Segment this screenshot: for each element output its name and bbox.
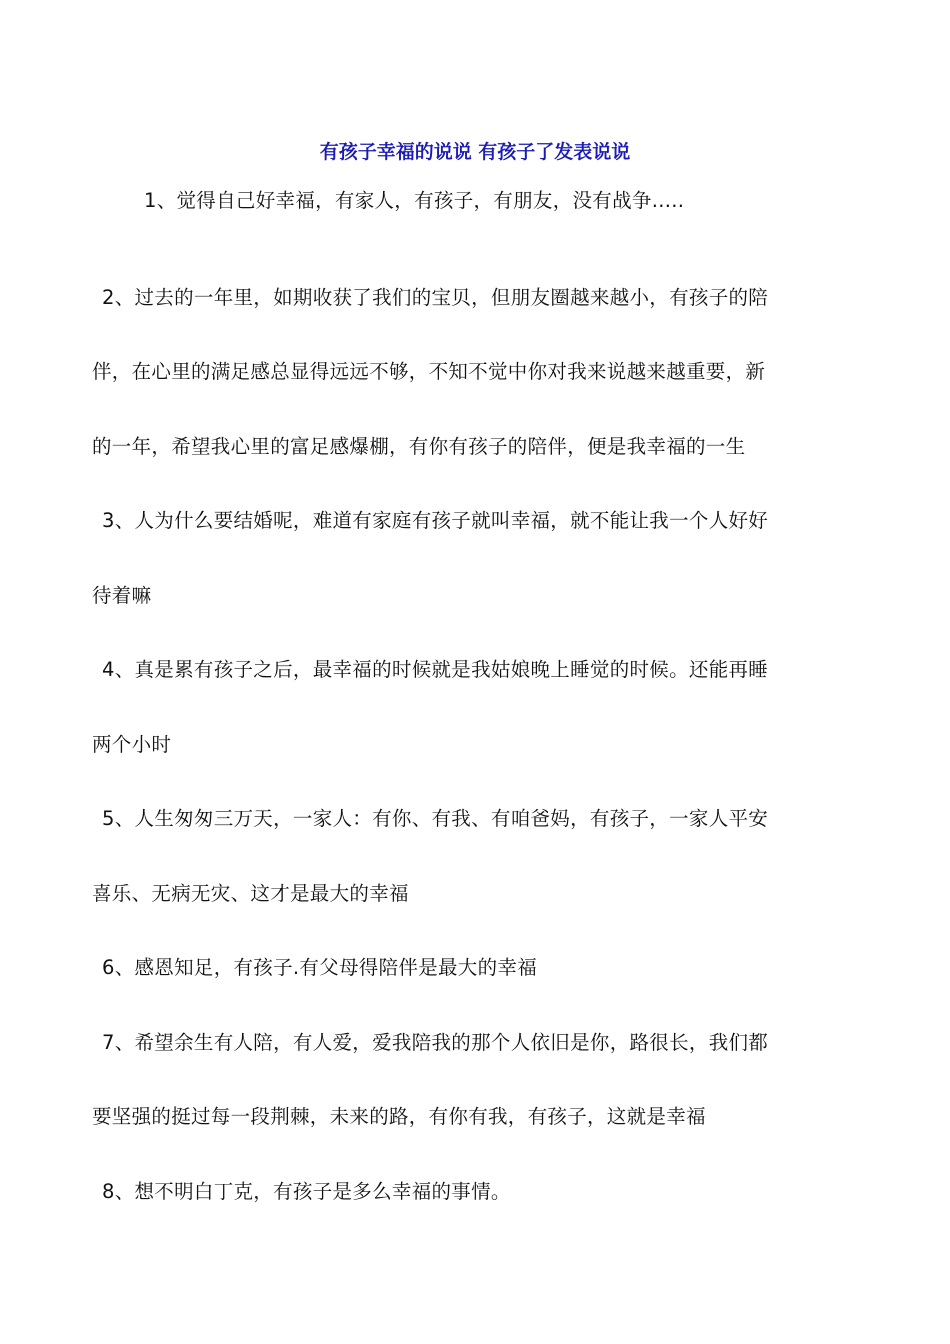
text-line-item-5: 5、人生匆匆三万天，一家人：有你、有我、有咱爸妈，有孩子，一家人平安: [102, 807, 769, 830]
document-body: [92, 186, 860, 1229]
text-line-item-3: 3、人为什么要结婚呢，难道有家庭有孩子就叫幸福，就不能让我一个人好好: [102, 509, 769, 532]
text-line-item-2-cont: 伴，在心里的满足感总显得远远不够，不知不觉中你对我来说越来越重要，新: [92, 360, 766, 383]
text-line-item-4: 4、真是累有孩子之后，最幸福的时候就是我姑娘晚上睡觉的时候。还能再睡: [102, 658, 769, 681]
text-line-item-8: 8、想不明白丁克，有孩子是多么幸福的事情。: [102, 1179, 511, 1203]
text-line-item-1: 1、觉得自己好幸福，有家人，有孩子，有朋友，没有战争.....: [144, 189, 685, 212]
text-line-item-4-cont: 两个小时: [92, 732, 172, 756]
text-line-item-5-cont: 喜乐、无病无灾、这才是最大的幸福: [92, 881, 409, 905]
text-line-item-2-cont: 的一年，希望我心里的富足感爆棚，有你有孩子的陪伴，便是我幸福的一生: [92, 434, 746, 458]
document-title: 有孩子幸福的说说 有孩子了发表说说: [319, 141, 631, 163]
text-line-item-2: 2、过去的一年里，如期收获了我们的宝贝，但朋友圈越来越小，有孩子的陪: [102, 285, 769, 309]
text-line-item-7-cont: 要坚强的挺过每一段荆棘，未来的路，有你有我，有孩子，这就是幸福: [92, 1105, 706, 1128]
text-line-item-6: 6、感恩知足，有孩子.有父母得陪伴是最大的幸福: [102, 956, 538, 979]
text-line-item-3-cont: 待着嘛: [92, 583, 152, 607]
text-line-item-7: 7、希望余生有人陪，有人爱，爱我陪我的那个人依旧是你，路很长，我们都: [102, 1030, 769, 1054]
